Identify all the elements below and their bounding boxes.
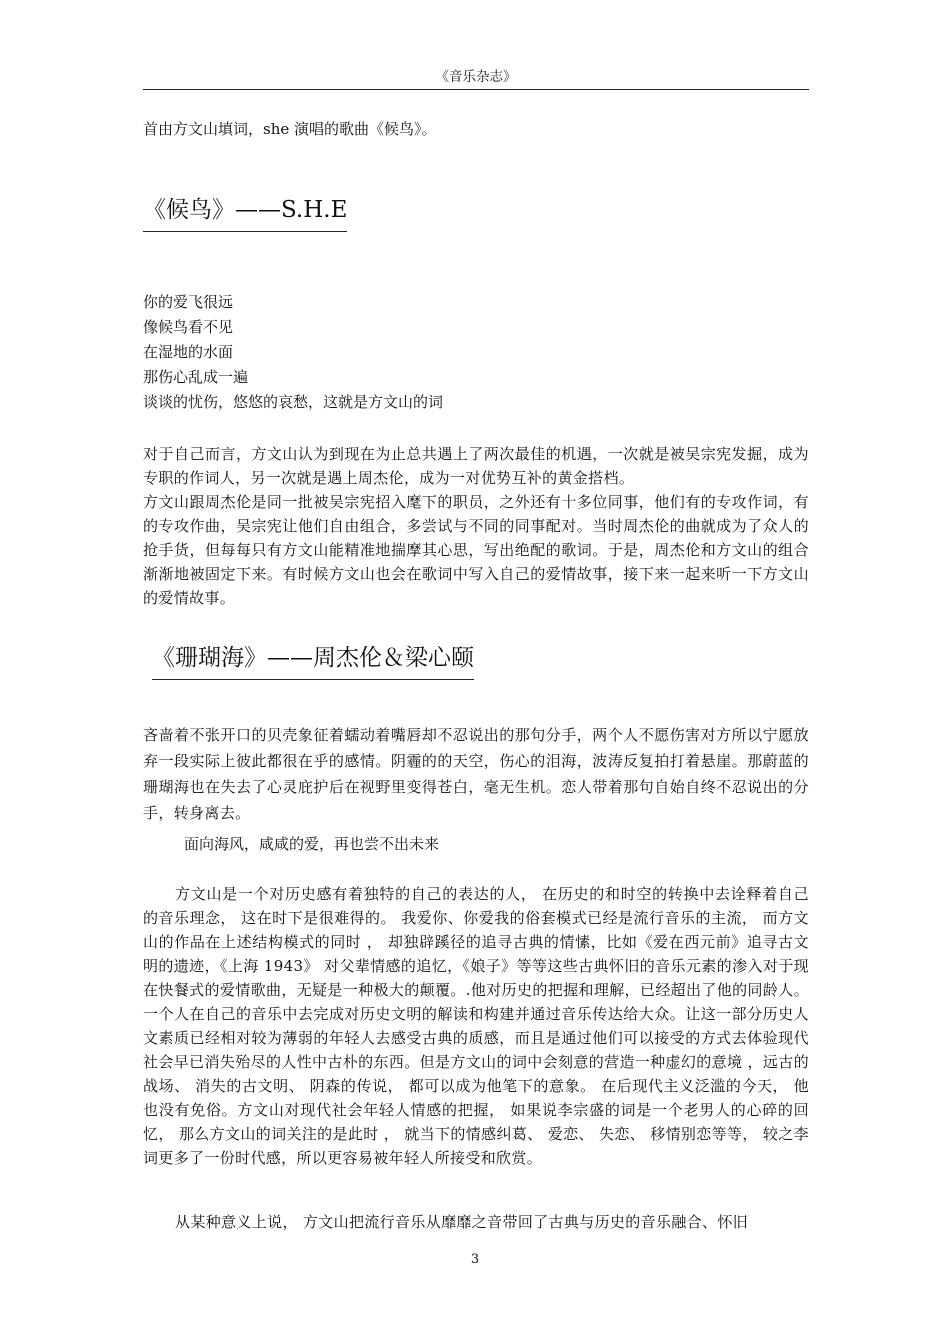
- lyric-line: 在湿地的水面: [143, 343, 234, 361]
- paragraph-shanhuhai: 吝啬着不张开口的贝壳象征着蠕动着嘴唇却不忍说出的那句分手，两个人不愿伤害对方所以宁愿放弃一段实际上彼此都很在乎的感情。阴霾的的天空，伤心的泪海，波涛反复拍打着悬崖。那蔚蓝的珊瑚海也在失去了心灵庇护后在视野里变得苍白，毫无生机。恋人带着那句自始自终不忍说出的分手，转身离去。: [143, 726, 809, 822]
- lyric-line: 谈谈的忧伤，悠悠的哀愁，这就是方文山的词: [143, 393, 444, 411]
- header-title: 《音乐杂志》: [435, 69, 517, 85]
- page-number: 3: [470, 1252, 480, 1267]
- lyrics-block: [143, 290, 443, 415]
- song-title-houniao: 《候鸟》——S.H.E: [143, 195, 347, 232]
- paragraph-partnership: 方文山跟周杰伦是同一批被吴宗宪招入麾下的职员，之外还有十多位同事，他们有的专攻作词，有的专攻作曲，吴宗宪让他们自由组合，多尝试与不同的同事配对。当时周杰伦的曲就成为了众人的抢手货，但每每只有方文山能精准地揣摩其心思，写出绝配的歌词。于是，周杰伦和方文山的组合渐渐地被固定下来。有时候方文山也会在歌词中写入自己的爱情故事，接下来一起来听一下方文山的爱情故事。: [143, 493, 809, 607]
- page-header: [143, 68, 809, 90]
- paragraph-continuation: 从某种意义上说， 方文山把流行音乐从靡靡之音带回了古典与历史的音乐融合、怀旧: [175, 1213, 749, 1231]
- song-title-shanhuhai: 《珊瑚海》——周杰伦＆梁心颐: [152, 643, 474, 680]
- paragraph-history: 方文山是一个对历史感有着独特的自己的表达的人， 在历史的和时空的转换中去诠释着自己的音乐理念， 这在时下是很难得的。 我爱你、你爱我的俗套模式已经是流行音乐的主流， 而方文山的作品在上述结构模式的同时 ， 却独辟蹊径的追寻古典的情愫，比如《爱在西元前》追寻古文明的遗迹，《上海 1943》 对父辈情感的追忆，《娘子》等等这些古典怀旧的音乐元素的渗入对于现在快餐式的爱情歌曲，无疑是一种极大的颠覆。.他对历史的把握和理解，已经超出了他的同龄人。一个人在自己的音乐中去完成对历史文明的解读和构建并通过音乐传达给大众。让这一部分历史人文素质已经相对较为薄弱的年轻人去感受古典的质感，而且是通过他们可以接受的方式去体验现代社会早已消失殆尽的人性中古朴的东西。但是方文山的词中会刻意的营造一种虚幻的意境 ，远古的战场、 消失的古文明、 阴森的传说， 都可以成为他笔下的意象。 在后现代主义泛滥的今天， 他也没有免俗。方文山对现代社会年轻人情感的把握， 如果说李宗盛的词是一个老男人的心碎的回忆， 那么方文山的词关注的是此时 ， 就当下的情感纠葛、 爱恋、 失恋、 移情别恋等等， 较之李词更多了一份时代感，所以更容易被年轻人所接受和欣赏。: [143, 885, 809, 1167]
- intro-line: 首由方文山填词，she 演唱的歌曲《候鸟》。: [143, 120, 437, 138]
- lyric-line: 那伤心乱成一遍: [143, 368, 249, 386]
- quote-line: 面向海风，咸咸的爱，再也尝不出未来: [184, 835, 440, 853]
- lyric-line: 你的爱飞很远: [143, 293, 234, 311]
- paragraph-opportunities: 对于自己而言，方文山认为到现在为止总共遇上了两次最佳的机遇，一次就是被吴宗宪发掘，成为专职的作词人，另一次就是遇上周杰伦，成为一对优势互补的黄金搭档。: [143, 445, 809, 487]
- lyric-line: 像候鸟看不见: [143, 318, 234, 336]
